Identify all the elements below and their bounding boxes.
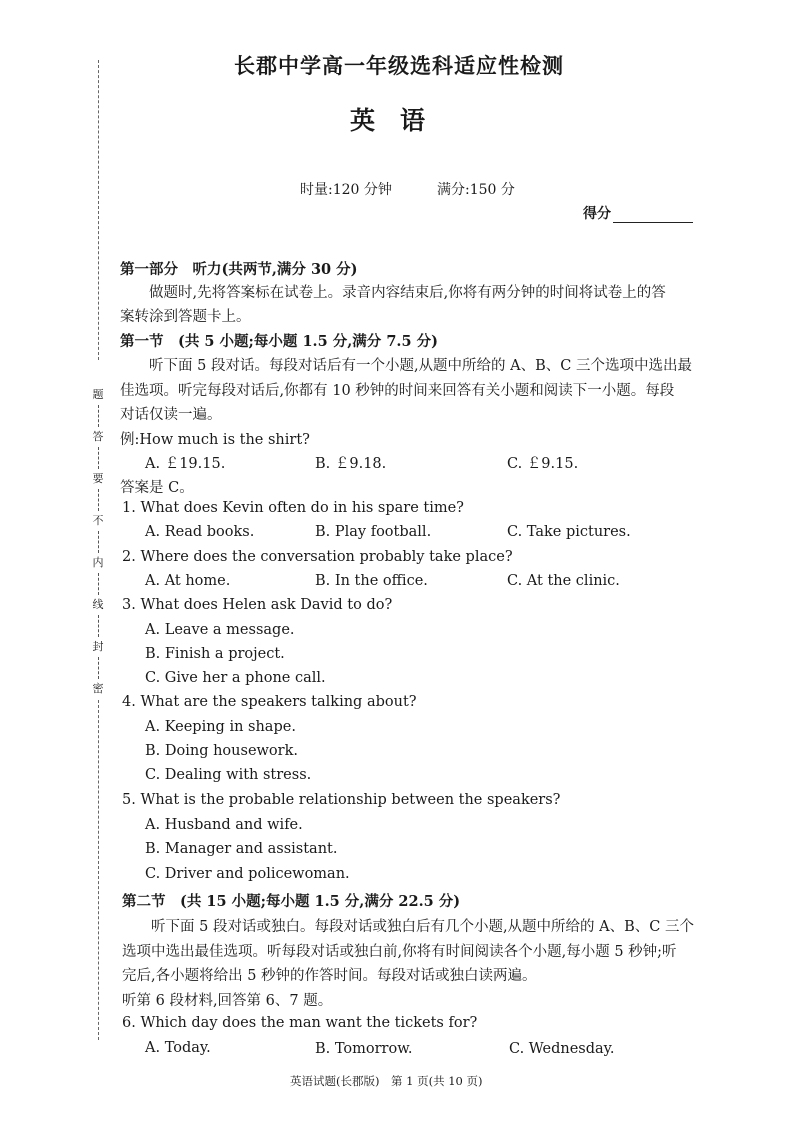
section2-instr-line: 听下面 5 段对话或独白。每段对话或独白后有几个小题,从题中所给的 A、B、C 三个 <box>151 919 694 935</box>
section1-instr-line: 听下面 5 段对话。每段对话后有一个小题,从题中所给的 A、B、C 三个选项中选出最 <box>149 358 692 374</box>
seal-char: 线 <box>92 598 104 611</box>
q1-option-c: C. Take pictures. <box>507 524 631 540</box>
q4-option-c: C. Dealing with stress. <box>145 767 312 783</box>
q3-option-b: B. Finish a project. <box>145 646 285 662</box>
section1-heading: 第一节 (共 5 小题;每小题 1.5 分,满分 7.5 分) <box>120 333 438 350</box>
q3-option-a: A. Leave a message. <box>145 622 295 638</box>
q5-option-b: B. Manager and assistant. <box>145 841 338 857</box>
seal-char: 密 <box>92 682 104 695</box>
q5-option-c: C. Driver and policewoman. <box>145 866 350 882</box>
part1-intro-line: 案转涂到答题卡上。 <box>120 309 251 325</box>
example-option-b: B. ￡9.18. <box>315 456 387 472</box>
score-label: 得分 <box>583 206 611 222</box>
example-question: 例:How much is the shirt? <box>120 432 310 448</box>
example-option-c: C. ￡9.15. <box>507 456 579 472</box>
seal-char: 题 <box>92 388 104 401</box>
seal-char: 不 <box>92 514 104 527</box>
seal-char: 内 <box>92 556 104 569</box>
q6-option-c: C. Wednesday. <box>509 1041 615 1057</box>
q3-option-c: C. Give her a phone call. <box>145 670 326 686</box>
seal-char: 答 <box>92 430 104 443</box>
question-3: 3. What does Helen ask David to do? <box>122 597 393 613</box>
seal-char: 封 <box>92 640 104 653</box>
q2-option-b: B. In the office. <box>315 573 428 589</box>
section1-instr-line: 佳选项。听完每段对话后,你都有 10 秒钟的时间来回答有关小题和阅读下一小题。每段 <box>120 383 675 399</box>
time-limit: 时量:120 分钟 <box>300 182 392 198</box>
exam-title: 长郡中学高一年级选科适应性检测 <box>234 53 564 78</box>
question-2: 2. Where does the conversation probably take place? <box>122 549 513 565</box>
score-field[interactable] <box>583 203 693 223</box>
binding-line-bottom <box>98 700 99 1040</box>
part1-heading: 第一部分 听力(共两节,满分 30 分) <box>120 261 358 278</box>
binding-line-top <box>98 60 99 360</box>
section1-instr-line: 对话仅读一遍。 <box>120 407 222 423</box>
q1-option-b: B. Play football. <box>315 524 432 540</box>
q4-option-a: A. Keeping in shape. <box>145 719 296 735</box>
q2-option-c: C. At the clinic. <box>507 573 620 589</box>
seal-char: 要 <box>92 472 104 485</box>
section2-instr-line: 完后,各小题将给出 5 秒钟的作答时间。每段对话或独白读两遍。 <box>122 968 537 984</box>
q6-option-a: A. Today. <box>145 1040 211 1056</box>
seal-line-column <box>90 388 106 696</box>
section2-instr-line: 选项中选出最佳选项。听每段对话或独白前,你将有时间阅读各个小题,每小题 5 秒钟;听 <box>122 944 677 960</box>
q6-option-b: B. Tomorrow. <box>315 1041 413 1057</box>
question-1: 1. What does Kevin often do in his spare time? <box>122 500 464 516</box>
q1-option-a: A. Read books. <box>145 524 255 540</box>
part1-intro-line: 做题时,先将答案标在试卷上。录音内容结束后,你将有两分钟的时间将试卷上的答 <box>149 285 666 301</box>
q5-option-a: A. Husband and wife. <box>145 817 303 833</box>
q2-option-a: A. At home. <box>145 573 231 589</box>
section2-heading: 第二节 (共 15 小题;每小题 1.5 分,满分 22.5 分) <box>122 893 461 910</box>
subject-title: 英 语 <box>350 106 426 135</box>
example-option-a: A. ￡19.15. <box>145 456 226 472</box>
question-6: 6. Which day does the man want the tickets for? <box>122 1015 478 1031</box>
score-blank <box>613 210 693 223</box>
example-answer: 答案是 C。 <box>120 480 194 496</box>
question-4: 4. What are the speakers talking about? <box>122 694 417 710</box>
full-score: 满分:150 分 <box>437 182 515 198</box>
material-6-instruction: 听第 6 段材料,回答第 6、7 题。 <box>122 993 333 1009</box>
question-5: 5. What is the probable relationship between the speakers? <box>122 792 561 808</box>
q4-option-b: B. Doing housework. <box>145 743 298 759</box>
page-footer: 英语试题(长郡版) 第 1 页(共 10 页) <box>290 1074 483 1088</box>
